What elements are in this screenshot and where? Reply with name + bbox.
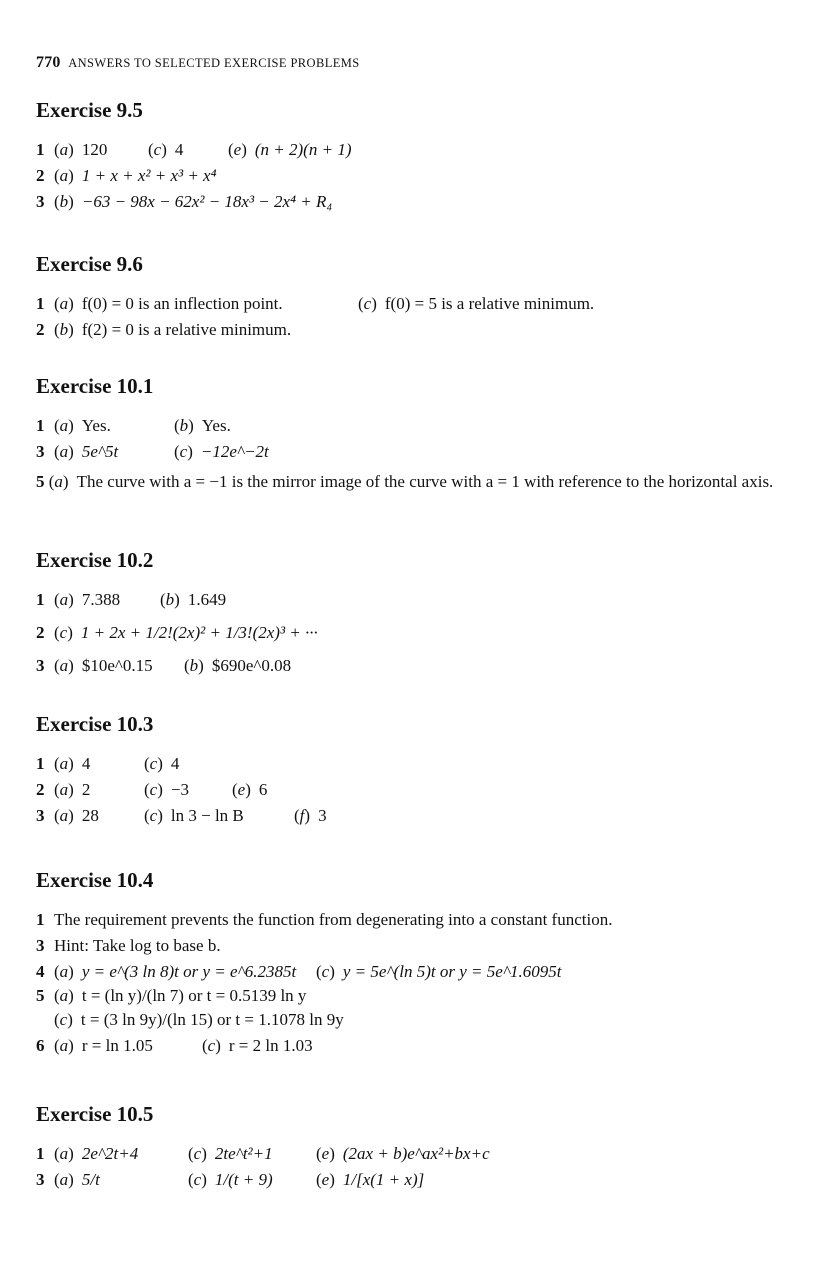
answer-item xyxy=(202,1033,313,1059)
part-label: ( a ) xyxy=(54,140,74,159)
section-title: Exercise 10.4 xyxy=(36,868,154,892)
problem-number: 2 xyxy=(36,780,45,799)
section-exercise-10-2 xyxy=(36,548,796,679)
answer-text: −3 xyxy=(170,780,189,799)
part-label: ( b ) xyxy=(184,656,204,675)
part-label: ( e ) xyxy=(228,140,247,159)
problem-number: 3 xyxy=(36,192,45,211)
answer-row xyxy=(36,907,796,933)
answer-item xyxy=(54,291,283,317)
answer-text: The requirement prevents the function from degenerating into a constant function. xyxy=(54,910,613,929)
answer-row xyxy=(36,587,796,613)
section-title: Exercise 10.5 xyxy=(36,1102,154,1126)
problem-number: 3 xyxy=(36,656,45,675)
problem-number: 1 xyxy=(36,140,45,159)
part-label: ( b ) xyxy=(54,192,74,211)
answer-text: 2te^t²+1 xyxy=(214,1144,273,1163)
part-label: ( a ) xyxy=(54,806,74,825)
answer-item xyxy=(54,1007,344,1033)
section-exercise-9-6 xyxy=(36,252,796,343)
answer-text: t = (ln y)/(ln 7) or t = 0.5139 ln y xyxy=(81,986,307,1005)
part-label: ( a ) xyxy=(54,780,74,799)
answer-row xyxy=(36,1033,796,1059)
section-title: Exercise 10.3 xyxy=(36,712,154,736)
answer-item xyxy=(358,291,594,317)
part-label: ( c ) xyxy=(316,962,335,981)
answer-text: $10e^0.15 xyxy=(81,656,153,675)
part-label: ( c ) xyxy=(188,1144,207,1163)
answer-item xyxy=(54,163,217,189)
part-label: ( c ) xyxy=(148,140,167,159)
answer-item xyxy=(188,1141,273,1167)
part-label: ( b ) xyxy=(160,590,180,609)
answer-text: 4 xyxy=(81,754,91,773)
answer-text: −63 − 98x − 62x² − 18x³ − 2x⁴ + R₄ xyxy=(81,192,333,211)
answer-text: 4 xyxy=(174,140,184,159)
answer-row xyxy=(36,959,796,985)
answer-text: 1 + x + x² + x³ + x⁴ xyxy=(81,166,217,185)
answer-item xyxy=(316,959,561,985)
answer-text: f(0) = 5 is a relative minimum. xyxy=(384,294,595,313)
part-label: ( a ) xyxy=(54,962,74,981)
part-label: ( a ) xyxy=(54,754,74,773)
running-header xyxy=(36,54,360,72)
part-label: ( a ) xyxy=(54,166,74,185)
answer-item xyxy=(184,653,291,679)
part-label: ( a ) xyxy=(49,472,69,491)
answer-row xyxy=(36,137,796,163)
part-label: ( a ) xyxy=(54,294,74,313)
section-exercise-10-5 xyxy=(36,1102,796,1193)
section-title: Exercise 9.6 xyxy=(36,252,143,276)
answer-row xyxy=(36,471,796,493)
answer-text: f(2) = 0 is a relative minimum. xyxy=(81,320,292,339)
part-label: ( f ) xyxy=(294,806,310,825)
answer-text: 7.388 xyxy=(81,590,121,609)
part-label: ( c ) xyxy=(144,780,163,799)
part-label: ( c ) xyxy=(358,294,377,313)
problem-number: 1 xyxy=(36,1144,45,1163)
problem-number: 3 xyxy=(36,442,45,461)
answer-item xyxy=(54,1141,138,1167)
answer-row xyxy=(36,613,796,653)
answer-row xyxy=(36,317,796,343)
problem-number: 2 xyxy=(36,166,45,185)
answer-item xyxy=(232,777,267,803)
answer-text: The curve with a = −1 is the mirror image of the curve with a = 1 with reference to the horizontal axis. xyxy=(76,472,774,491)
answer-text: 2 xyxy=(81,780,91,799)
answer-item xyxy=(54,137,107,163)
answer-row xyxy=(36,751,796,777)
section-exercise-10-3 xyxy=(36,712,796,829)
part-label: ( a ) xyxy=(54,416,74,435)
answer-text: f(0) = 0 is an inflection point. xyxy=(81,294,283,313)
answer-row xyxy=(36,439,796,465)
answer-item xyxy=(54,907,612,933)
answer-text: y = 5e^(ln 5)t or y = 5e^1.6095t xyxy=(342,962,562,981)
part-label: ( c ) xyxy=(188,1170,207,1189)
section-exercise-10-4 xyxy=(36,868,796,1059)
answer-item xyxy=(160,587,226,613)
answer-row xyxy=(36,1141,796,1167)
part-label: ( c ) xyxy=(144,806,163,825)
answer-text: 1/[x(1 + x)] xyxy=(342,1170,425,1189)
answer-text: y = e^(3 ln 8)t or y = e^6.2385t xyxy=(81,962,297,981)
answer-text: 4 xyxy=(170,754,180,773)
answer-row xyxy=(36,777,796,803)
part-label: ( e ) xyxy=(316,1170,335,1189)
section-title: Exercise 10.1 xyxy=(36,374,154,398)
part-label: ( a ) xyxy=(54,1144,74,1163)
answer-item xyxy=(174,413,231,439)
part-label: ( c ) xyxy=(202,1036,221,1055)
part-label: ( e ) xyxy=(316,1144,335,1163)
answer-item xyxy=(54,985,306,1007)
answer-text: 1 + 2x + 1/2!(2x)² + 1/3!(2x)³ + ··· xyxy=(80,623,318,642)
answer-row xyxy=(36,653,796,679)
answer-item xyxy=(316,1167,424,1193)
problem-number: 3 xyxy=(36,1170,45,1189)
answer-row xyxy=(36,1007,796,1033)
answer-text: 5/t xyxy=(81,1170,100,1189)
part-label: ( a ) xyxy=(54,442,74,461)
section-title: Exercise 9.5 xyxy=(36,98,143,122)
section-exercise-9-5 xyxy=(36,98,796,215)
answer-item xyxy=(144,751,179,777)
answer-item xyxy=(188,1167,273,1193)
answer-item xyxy=(294,803,327,829)
part-label: ( a ) xyxy=(54,986,74,1005)
answer-text: $690e^0.08 xyxy=(211,656,292,675)
part-label: ( c ) xyxy=(54,623,73,642)
part-label: ( c ) xyxy=(174,442,193,461)
answer-row xyxy=(36,163,796,189)
answer-text: r = ln 1.05 xyxy=(81,1036,153,1055)
answer-item xyxy=(54,189,332,215)
part-label: ( c ) xyxy=(144,754,163,773)
answer-text: 28 xyxy=(81,806,99,825)
answer-item xyxy=(54,439,118,465)
answer-item xyxy=(54,933,221,959)
answer-item xyxy=(54,413,111,439)
problem-number: 1 xyxy=(36,416,45,435)
part-label: ( a ) xyxy=(54,656,74,675)
answer-text: 6 xyxy=(258,780,268,799)
part-label: ( c ) xyxy=(54,1010,73,1029)
answer-item xyxy=(144,803,244,829)
answer-text: 2e^2t+4 xyxy=(81,1144,139,1163)
answer-text: 3 xyxy=(318,806,327,825)
part-label: ( b ) xyxy=(174,416,194,435)
answer-item xyxy=(54,1033,153,1059)
section-exercise-10-1 xyxy=(36,374,796,493)
answer-text: (2ax + b)e^ax²+bx+c xyxy=(342,1144,490,1163)
problem-number: 3 xyxy=(36,806,45,825)
answer-row xyxy=(36,803,796,829)
problem-number: 5 xyxy=(36,472,45,491)
answer-text: ln 3 − ln B xyxy=(170,806,244,825)
answer-item xyxy=(54,1167,100,1193)
problem-number: 1 xyxy=(36,754,45,773)
problem-number: 1 xyxy=(36,294,45,313)
answer-text: Yes. xyxy=(81,416,111,435)
answer-row xyxy=(36,985,796,1007)
part-label: ( e ) xyxy=(232,780,251,799)
problem-number: 5 xyxy=(36,986,45,1005)
part-label: ( a ) xyxy=(54,1170,74,1189)
answer-item xyxy=(54,777,90,803)
answer-item xyxy=(228,137,351,163)
answer-row xyxy=(36,933,796,959)
answer-text: −12e^−2t xyxy=(200,442,269,461)
problem-number: 1 xyxy=(36,910,45,929)
section-title: Exercise 10.2 xyxy=(36,548,154,572)
problem-number: 1 xyxy=(36,590,45,609)
answer-row xyxy=(36,1167,796,1193)
page-number: 770 xyxy=(36,54,61,71)
answer-item xyxy=(316,1141,490,1167)
answer-item xyxy=(54,803,99,829)
problem-number: 6 xyxy=(36,1036,45,1055)
part-label: ( b ) xyxy=(54,320,74,339)
answer-text: Yes. xyxy=(201,416,231,435)
answer-item xyxy=(54,317,291,343)
problem-number: 2 xyxy=(36,623,45,642)
answer-item xyxy=(54,587,120,613)
problem-number: 2 xyxy=(36,320,45,339)
answer-row xyxy=(36,413,796,439)
part-label: ( a ) xyxy=(54,590,74,609)
answer-item xyxy=(174,439,269,465)
answer-text: r = 2 ln 1.03 xyxy=(228,1036,313,1055)
answer-text: Hint: Take log to base b. xyxy=(54,936,221,955)
answer-item xyxy=(54,751,90,777)
problem-number: 4 xyxy=(36,962,45,981)
answer-text: 5e^5t xyxy=(81,442,119,461)
answer-text: t = (3 ln 9y)/(ln 15) or t = 1.1078 ln 9y xyxy=(80,1010,344,1029)
answer-item xyxy=(144,777,189,803)
answer-row xyxy=(36,291,796,317)
problem-number: 3 xyxy=(36,936,45,955)
answer-text: 1.649 xyxy=(187,590,227,609)
answer-item xyxy=(54,959,296,985)
answer-item xyxy=(54,613,318,653)
answer-text: 120 xyxy=(81,140,108,159)
answer-item xyxy=(148,137,183,163)
answer-text: (n + 2)(n + 1) xyxy=(254,140,352,159)
answer-text: 1/(t + 9) xyxy=(214,1170,273,1189)
part-label: ( a ) xyxy=(54,1036,74,1055)
answer-row xyxy=(36,189,796,215)
answer-item xyxy=(54,653,153,679)
running-title: ANSWERS TO SELECTED EXERCISE PROBLEMS xyxy=(68,56,360,70)
